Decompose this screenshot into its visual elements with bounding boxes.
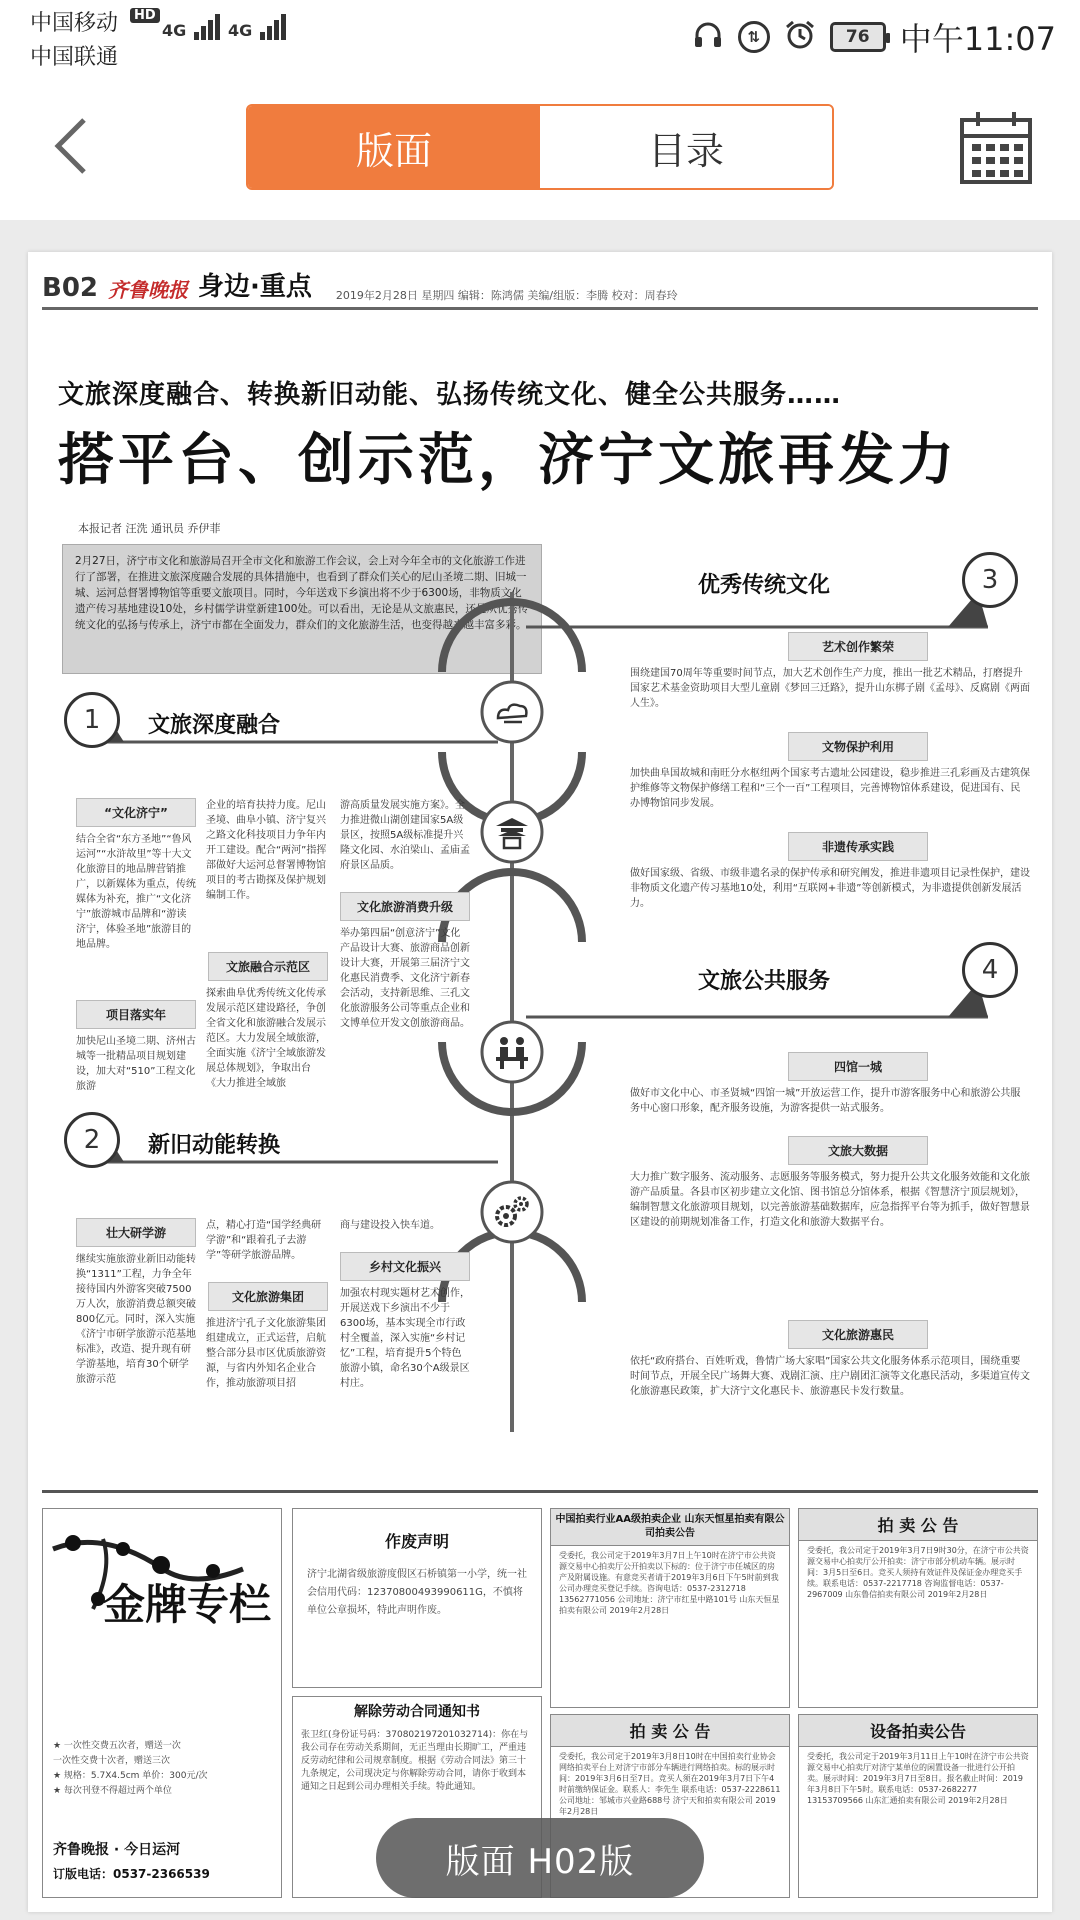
gears-icon xyxy=(492,1192,532,1236)
text-block: 依托“政府搭台、百姓听戏，鲁情广场大家唱”国家公共文化服务体系示范项目，围绕重要时间节点，开展全民广场舞大赛、戏剧汇演、庄户剧团汇演等文化惠民活动，多渠道宣传文化旅游惠民政策，扩大济宁文化惠民卡、旅游惠民卡发行数量。 xyxy=(630,1356,1030,1397)
article-headline: 搭平台、创示范，济宁文旅再发力 xyxy=(58,427,958,493)
article-lead: 2月27日，济宁市文化和旅游局召开全市文化和旅游工作会议，会上对今年全市的文化旅游工作进行了部署，在推进文旅深度融合发展的具体措施中，也看到了群众们关心的尼山圣境二期、旧城一城、运河总督署博物馆等重要文旅项目。同时，今年送戏下乡演出将不少于6300场，非物质文化遗产传习基地建设10处，乡村儒学讲堂新建100处。可以看出，无论是从文旅惠民，还是从优秀传统文化的弘扬与传承上，济宁市都在全面发力，群众们的文化旅游生活，也变得越来越丰富多彩。 xyxy=(62,544,542,674)
text-block: 继续实施旅游业新旧动能转换“1311”工程，力争全年接待国内外游客突破7500万人次，旅游消费总额突破800亿元。同时，深入实施《济宁市研学旅游示范基地标准》，改造、提升现有研学游基地，培育30个研学旅游示范 xyxy=(76,1254,196,1385)
text-block: 做好市文化中心、市圣贤城“四馆一城”开放运营工作，提升市游客服务中心和旅游公共服务中心窗口形象，配齐服务设施，为游客提供一站式服务。 xyxy=(630,1088,1021,1114)
page-number: B02 xyxy=(42,273,98,303)
network-type-2: 4G xyxy=(228,21,253,40)
network-type-1: 4G xyxy=(162,21,187,40)
text-block: 企业的培育扶持力度。尼山圣境、曲阜小镇、济宁复兴之路文化科技项目力争年内开工建设。配合“两河”指挥部做好大运河总督署博物馆项目的考古勘探及保护规划编制工作。 xyxy=(206,800,327,901)
subhead-benefit-people: 文化旅游惠民 xyxy=(788,1320,928,1349)
subhead-demo-zone: 文旅融合示范区 xyxy=(208,952,328,981)
headset-icon xyxy=(692,19,724,55)
column-title: 金牌专栏 xyxy=(103,1580,272,1629)
text-block: 做好国家级、省级、市级非遗名录的保护传承和研究阐发，推进非遗项目记录性保护，建设非物质文化遗产传习基地10处，利用“互联网+非遗”等创新模式，为非遗提供创新发展活力。 xyxy=(630,868,1030,909)
signal-icon-1 xyxy=(162,14,220,40)
column-line: ★ 规格：5.7X4.5cm 单价：300元/次 xyxy=(53,1771,208,1781)
article-kicker: 文旅深度融合、转换新旧动能、弘扬传统文化、健全公共服务…… xyxy=(58,380,842,410)
subhead-tourism-group: 文化旅游集团 xyxy=(208,1282,328,1311)
subhead-rural-revival: 乡村文化振兴 xyxy=(340,1252,470,1281)
section-number-3: 3 xyxy=(962,552,1018,608)
subhead-consumption-upgrade: 文化旅游消费升级 xyxy=(340,892,470,921)
page-indicator-toast: 版面 H02版 xyxy=(376,1818,704,1898)
subhead-study-tour: 壮大研学游 xyxy=(76,1218,196,1247)
text-block: 游高质量发展实施方案》。全力推进微山湖创建国家5A级景区，按照5A级标准提升兴隆文化园、水泊梁山、孟庙孟府景区品质。 xyxy=(340,800,470,871)
subhead-four-venues: 四馆一城 xyxy=(788,1052,928,1081)
column-brand: 齐鲁晚报 · 今日运河 xyxy=(53,1842,181,1858)
cloud-pattern-icon xyxy=(492,692,532,736)
signal-icon-2 xyxy=(228,14,286,40)
column-line: ★ 每次刊登不得超过两个单位 xyxy=(53,1786,172,1796)
ad-auction-3 xyxy=(798,1508,1038,1708)
article-byline: 本报记者 汪洗 通讯员 乔伊菲 xyxy=(78,522,221,535)
text-block: 加快曲阜国故城和南旺分水枢纽两个国家考古遗址公园建设，稳步推进三孔彩画及古建筑保护维修等文物保护修缮工程和“三个一百”工程项目，完善博物馆体系建设，促进国有、民办博物馆同步发展。 xyxy=(630,768,1030,809)
equipment-auction-title: 设备拍卖公告 xyxy=(799,1715,1037,1747)
section-title-1: 文旅深度融合 xyxy=(148,713,281,738)
newspaper-logo: 齐鲁晚报 xyxy=(108,278,188,302)
clock: 中午11:07 xyxy=(899,20,1056,58)
subhead-art-creation: 艺术创作繁荣 xyxy=(788,632,928,661)
ad-gold-column xyxy=(42,1508,282,1898)
text-block: 大力推广数字服务、流动服务、志愿服务等服务模式，努力提升公共文化服务效能和文化旅游产品质量。各县市区初步建立文化馆、图书馆总分馆体系，根据《智慧济宁顶层规划》，编制智慧文化旅游项目规划，以完善旅游基础数据库，应急指挥平台等为抓手，做好智慧景区建设的前期规划准备工作，打造文化和旅游大数据平台。 xyxy=(630,1172,1030,1228)
text-block: 点，精心打造“国学经典研学游”和“跟着孔子去游学”等研学旅游品牌。 xyxy=(206,1220,322,1261)
ad-divider xyxy=(42,1490,1038,1493)
auction-1-body: 受委托，我公司定于2019年3月7日上午10时在济宁市公共资源交易中心拍卖厅公开拍卖以下标的：位于济宁市任城区的房产及附属设施。有意竞买者请于2019年3月6日下午5时前到我公司办理竞买登记手续。咨询电话：0537-2312718 13562771056 公司地址：济宁市红星中路101号 山东天恒星拍卖有限公司 2019年2月28日 xyxy=(559,1551,780,1615)
section-title-2: 新旧动能转换 xyxy=(148,1133,281,1158)
back-arrow-icon[interactable] xyxy=(50,116,90,176)
subhead-project-year: 项目落实年 xyxy=(76,1000,196,1029)
tab-contents[interactable]: 目录 xyxy=(540,106,832,188)
column-phone: 订版电话：0537-2366539 xyxy=(53,1867,210,1881)
subhead-relic-protection: 文物保护利用 xyxy=(788,732,928,761)
subhead-intangible-heritage: 非遗传承实践 xyxy=(788,832,928,861)
data-saver-icon: ⇅ xyxy=(738,21,770,53)
auction-2-body: 受委托，我公司定于2019年3月8日10时在中国拍卖行业协会网络拍卖平台上对济宁市部分车辆进行网络拍卖。标的展示时间：2019年3月6日至7日。竞买人须在2019年3月7日下午4时前缴纳保证金。联系人：李先生 联系电话：0537-2228611 公司地址：邹城市兴业路688号 济宁天和拍卖有限公司 2019年2月28日 xyxy=(559,1752,781,1816)
newspaper-page[interactable] xyxy=(28,252,1052,1912)
section-name: 身边·重点 xyxy=(198,272,312,302)
nav-bar xyxy=(0,70,1080,220)
text-block: 结合全省“东方圣地”“鲁风运河”“水浒故里”等十大文化旅游目的地品牌营销推广，以新媒体为重点，传统媒体为补充，推广“文化济宁”旅游城市品牌和“游读济宁，体验圣地”旅游目的地品牌。 xyxy=(76,834,196,950)
auction-3-title: 拍 卖 公 告 xyxy=(799,1509,1037,1541)
text-block: 推进济宁孔子文化旅游集团组建成立，正式运营，启航整合部分县市区优质旅游资源，与省内外知名企业合作，推动旅游项目招 xyxy=(206,1318,326,1389)
void-notice-title: 作废声明 xyxy=(384,1532,449,1551)
void-notice-body: 济宁北湖省级旅游度假区石桥镇第一小学，统一社会信用代码：12370800493990611G，不慎将单位公章损坏，特此声明作废。 xyxy=(307,1569,527,1616)
auction-1-header: 中国拍卖行业AA级拍卖企业 山东天恒星拍卖有限公司拍卖公告 xyxy=(551,1509,789,1546)
status-icons xyxy=(692,14,1056,60)
column-line: ★ 一次性交费五次者，赠送一次 xyxy=(53,1741,181,1751)
carrier-secondary: 中国联通 xyxy=(30,45,119,70)
section-title-3: 优秀传统文化 xyxy=(698,573,831,598)
service-desk-icon xyxy=(492,1032,532,1076)
ad-void-notice xyxy=(292,1508,542,1688)
view-switcher xyxy=(246,104,834,190)
carrier-primary: 中国移动 xyxy=(30,11,119,36)
alarm-icon xyxy=(784,19,816,55)
text-block: 加强农村现实题材艺术创作，开展送戏下乡演出不少于6300场，基本实现全市行政村全覆盖，深入实施“乡村记忆”工程，培育提升5个特色旅游小镇，命名30个A级景区村庄。 xyxy=(340,1288,470,1389)
text-block: 加快尼山圣境二期、济州古城等一批精品项目规划建设，加大对“510”工程文化旅游 xyxy=(76,1036,196,1092)
battery-icon: 76 xyxy=(830,22,886,52)
column-line: 一次性交费十次者，赠送三次 xyxy=(53,1756,171,1766)
text-block: 探索曲阜优秀传统文化传承发展示范区建设路径，争创全省文化和旅游融合发展示范区。大力发展全域旅游，全面实施《济宁全域旅游发展总体规划》，争取出台《大力推进全域旅 xyxy=(206,988,326,1089)
equipment-auction-body: 受委托，我公司定于2019年3月11日上午10时在济宁市公共资源交易中心拍卖厅对济宁某单位的闲置设备一批进行公开拍卖。展示时间：2019年3月7日至8日。报名截止时间：2019年3月8日下午5时。联系电话：0537-2682277 13153709566 山东汇通拍卖有限公司 2019年2月28日 xyxy=(807,1752,1029,1805)
text-block: 举办第四届“创意济宁”文化产品设计大赛、旅游商品创新设计大赛，开展第三届济宁文化惠民消费季、文化济宁新春会活动，支持新思维、三孔文化旅游服务公司等重点企业和文博单位开发文创旅游商品。 xyxy=(340,928,470,1029)
labor-notice-body: 张卫红(身份证号码：370802197201032714)：你在与我公司存在劳动关系期间，无正当理由长期旷工，严重违反劳动纪律和公司规章制度。根据《劳动合同法》第三十九条规定，公司现决定与你解除劳动合同，请你于收到本通知之日起到公司办理相关手续。特此通知。 xyxy=(301,1730,529,1792)
tab-layout[interactable]: 版面 xyxy=(248,106,540,188)
hd-badge: HD xyxy=(130,8,160,23)
auction-2-title: 拍 卖 公 告 xyxy=(551,1715,789,1747)
ad-auction-1 xyxy=(550,1508,790,1708)
section-number-4: 4 xyxy=(962,942,1018,998)
subhead-big-data: 文旅大数据 xyxy=(788,1136,928,1165)
section-title-4: 文旅公共服务 xyxy=(698,969,831,994)
text-block: 商与建设投入快车道。 xyxy=(340,1220,440,1231)
page-meta: 2019年2月28日 星期四 编辑：陈鸿儒 美编/组版：李腾 校对：周春玲 xyxy=(335,289,678,302)
pagoda-icon xyxy=(492,812,532,856)
section-number-2: 2 xyxy=(64,1112,120,1168)
auction-3-body: 受委托，我公司定于2019年3月7日9时30分，在济宁市公共资源交易中心拍卖厅公开拍卖：济宁市部分机动车辆。展示时间：3月5日至6日。竞买人须持有效证件及保证金办理竞买手续。联系电话：0537-2217718 咨询监督电话：0537-2967009 山东鲁信拍卖有限公司 2019年2月28日 xyxy=(807,1546,1029,1599)
status-bar xyxy=(0,0,1080,70)
subhead-wenhua-jining: “文化济宁” xyxy=(76,798,196,827)
calendar-icon[interactable] xyxy=(958,108,1034,186)
ad-equipment-auction xyxy=(798,1714,1038,1898)
section-number-1: 1 xyxy=(64,692,120,748)
text-block: 围绕建国70周年等重要时间节点，加大艺术创作生产力度，推出一批艺术精品，打磨提升国家艺术基金资助项目大型儿童剧《梦回三迁路》，提升山东梆子剧《孟母》、反腐剧《两面人生》。 xyxy=(630,668,1030,709)
labor-notice-title: 解除劳动合同通知书 xyxy=(354,1704,480,1720)
